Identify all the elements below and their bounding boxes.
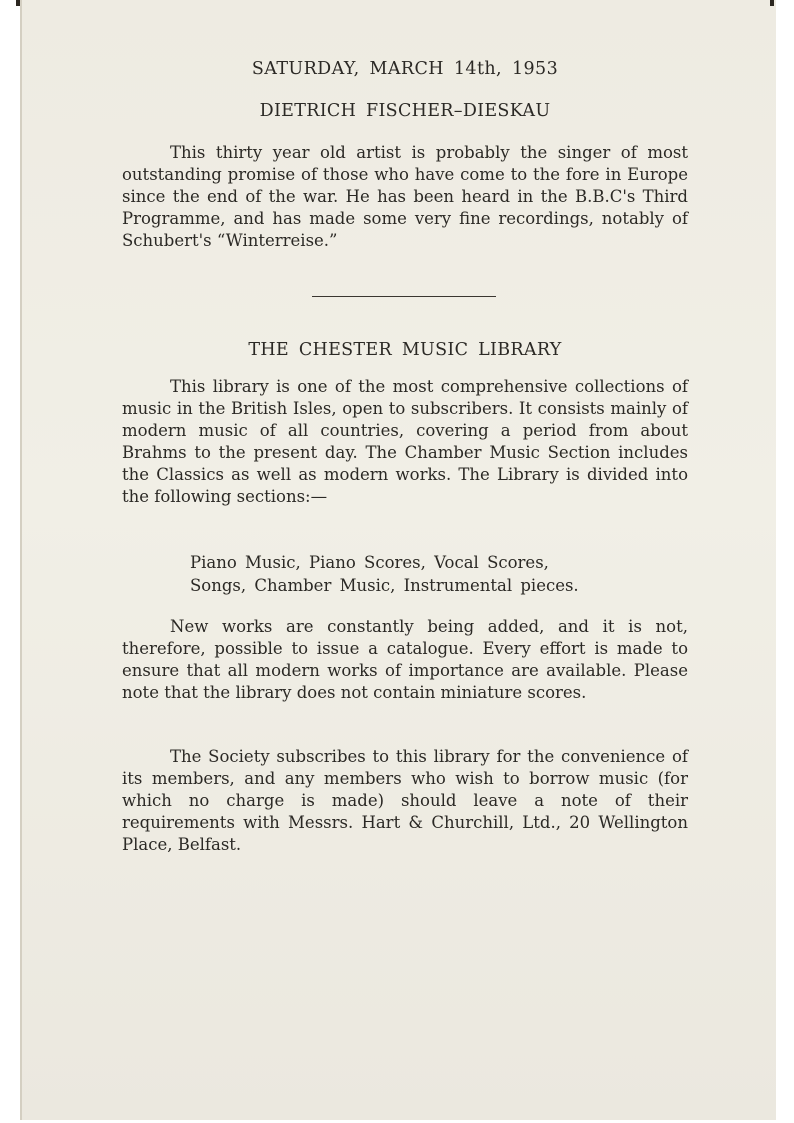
library-sections-line: Piano Music, Piano Scores, Vocal Scores,	[190, 553, 549, 572]
society-paragraph: The Society subscribes to this library for the convenience of its members, and any members who wish to borrow music (for which no charge is made) should leave a note of their requirements with Messrs. Hart & Churchill, Ltd., 20 Wellington Place, Belfast.	[122, 747, 688, 854]
library-sections-line: Songs, Chamber Music, Instrumental pieces.	[190, 576, 579, 595]
artist-name-heading: DIETRICH FISCHER–DIESKAU	[259, 101, 551, 121]
library-intro-paragraph: This library is one of the most comprehensive collections of music in the British Isles, open to subscribers. It consists mainly of modern music of all countries, covering a period from about Brahms to the present day. The Chamber Music Section includes the Classics as well as modern works. The Library is divided into the following sections:—	[122, 377, 688, 506]
concert-date-heading: SATURDAY, MARCH 14th, 1953	[251, 59, 559, 79]
library-sections-list	[190, 551, 630, 597]
new-works-paragraph: New works are constantly being added, and it is not, therefore, possible to issue a catalogue. Every effort is made to ensure that all modern works of importance are available. Please note that the library does not contain miniature scores.	[122, 617, 688, 702]
artist-description-paragraph: This thirty year old artist is probably the singer of most outstanding promise of those who have come to the fore in Europe since the end of the war. He has been heard in the B.B.C's Third Programme, and has made some very fine recordings, notably of Schubert's “Winterreise.”	[122, 143, 688, 250]
library-heading: THE CHESTER MUSIC LIBRARY	[248, 340, 562, 360]
corner-mark-right	[770, 0, 774, 6]
section-divider	[312, 296, 496, 297]
